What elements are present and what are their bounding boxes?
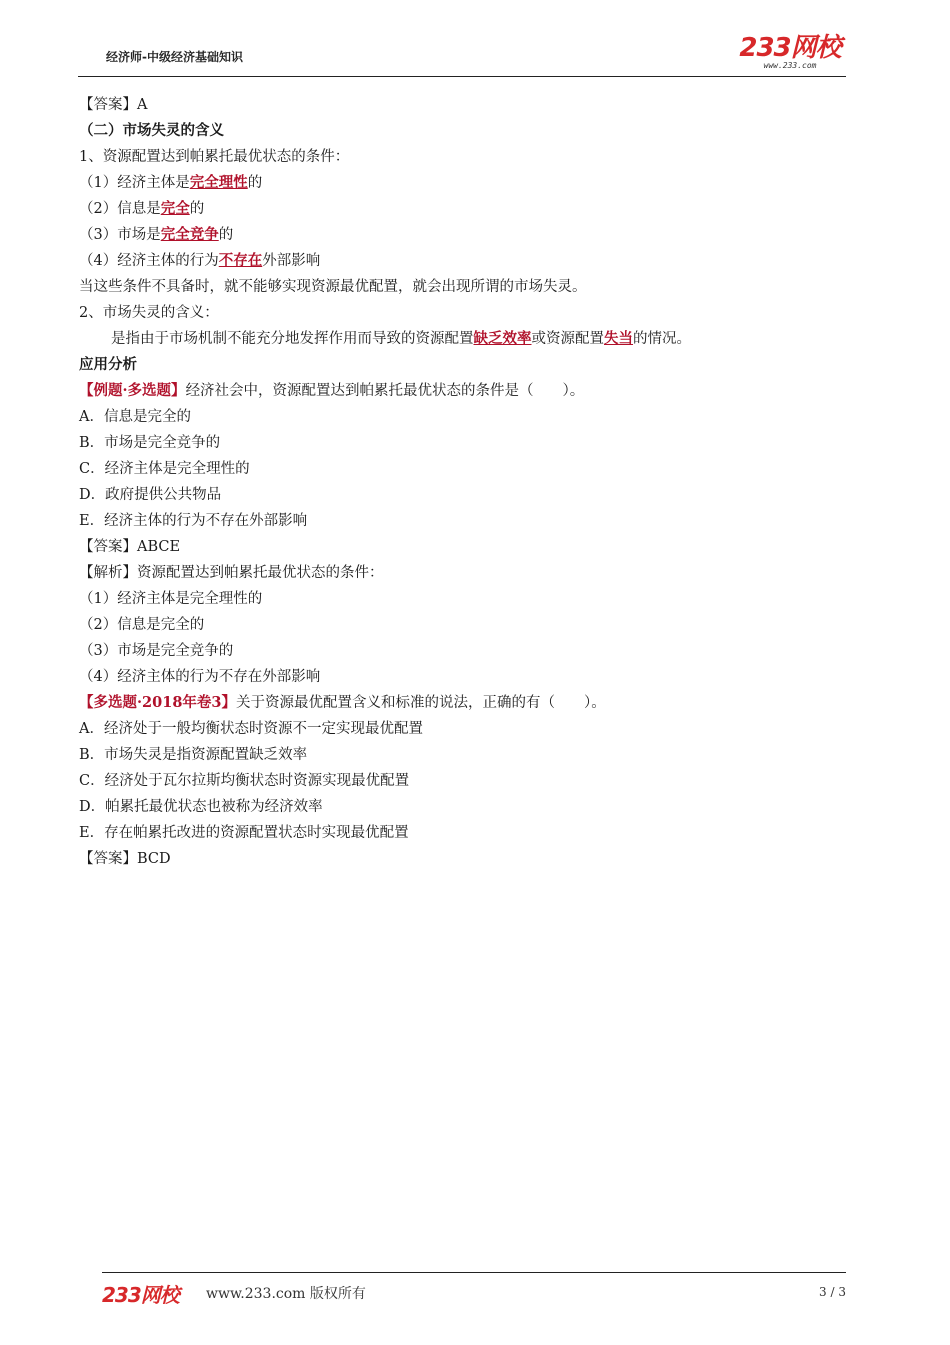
footer-logo: 233网校 [102, 1283, 179, 1307]
site-logo [734, 34, 846, 74]
highlight-term: 完全竞争 [160, 226, 219, 243]
section-heading: （二）市场失灵的含义 [79, 122, 224, 139]
condition-text: 的 [218, 227, 234, 243]
analysis-item-2: （2）信息是完全的 [79, 617, 205, 633]
definition-part: 的情况。 [633, 331, 691, 347]
condition-text: （3）市场是 [79, 227, 161, 243]
condition-2 [79, 196, 849, 222]
condition-4 [79, 248, 849, 274]
condition-text: 的 [189, 201, 205, 217]
logo-url: www.233.com [763, 61, 817, 70]
definition-part: 是指由于市场机制不能充分地发挥作用而导致的资源配置 [111, 331, 474, 347]
page-footer [102, 1272, 846, 1313]
question-2 [79, 690, 849, 716]
conditions-heading: 1、资源配置达到帕累托最优状态的条件： [79, 149, 350, 165]
condition-text: 的 [247, 175, 263, 191]
analysis-item-1: （1）经济主体是完全理性的 [79, 591, 263, 607]
q1-option-b: B．市场是完全竞争的 [79, 435, 221, 451]
condition-1 [79, 170, 849, 196]
answer-1: 【答案】A [79, 97, 148, 113]
condition-3 [79, 222, 849, 248]
document-body [79, 92, 849, 872]
logo-text: 233网校 [739, 33, 841, 63]
highlight-term: 缺乏效率 [473, 330, 532, 347]
q1-option-e: E．经济主体的行为不存在外部影响 [79, 513, 308, 529]
q1-option-c: C．经济主体是完全理性的 [79, 461, 250, 477]
market-failure-note: 当这些条件不具备时，就不能够实现资源最优配置，就会出现所谓的市场失灵。 [79, 279, 587, 295]
q1-analysis: 【解析】资源配置达到帕累托最优状态的条件： [79, 565, 384, 581]
highlight-term: 完全理性 [189, 174, 248, 191]
page-number: 3 / 3 [819, 1285, 846, 1299]
question-text: 经济社会中，资源配置达到帕累托最优状态的条件是（ ）。 [185, 383, 585, 399]
q2-option-b: B．市场失灵是指资源配置缺乏效率 [79, 747, 308, 763]
question-tag: 【多选题·2018年卷3】 [79, 694, 236, 711]
header-title: 经济师-中级经济基础知识 [106, 50, 243, 64]
definition-text [79, 326, 849, 352]
question-text: 关于资源最优配置含义和标准的说法，正确的有（ ）。 [236, 695, 606, 711]
q2-option-c: C．经济处于瓦尔拉斯均衡状态时资源实现最优配置 [79, 773, 410, 789]
definition-heading: 2、市场失灵的含义： [79, 305, 219, 321]
analysis-item-3: （3）市场是完全竞争的 [79, 643, 234, 659]
analysis-item-4: （4）经济主体的行为不存在外部影响 [79, 669, 321, 685]
condition-text: （4）经济主体的行为 [79, 253, 219, 269]
definition-part: 或资源配置 [531, 331, 604, 347]
footer-copyright: www.233.com 版权所有 [206, 1286, 366, 1302]
q1-option-d: D．政府提供公共物品 [79, 487, 222, 503]
page-header [78, 30, 846, 77]
question-1 [79, 378, 849, 404]
highlight-term: 不存在 [218, 252, 263, 269]
question-tag: 【例题·多选题】 [79, 382, 186, 399]
q2-option-a: A．经济处于一般均衡状态时资源不一定实现最优配置 [79, 721, 423, 737]
q2-option-e: E．存在帕累托改进的资源配置状态时实现最优配置 [79, 825, 409, 841]
condition-text: 外部影响 [262, 253, 321, 269]
condition-text: （1）经济主体是 [79, 175, 190, 191]
q1-option-a: A．信息是完全的 [79, 409, 191, 425]
q2-answer: 【答案】BCD [79, 851, 171, 867]
condition-text: （2）信息是 [79, 201, 161, 217]
application-heading: 应用分析 [79, 356, 137, 373]
highlight-term: 完全 [160, 200, 190, 217]
q2-option-d: D．帕累托最优状态也被称为经济效率 [79, 799, 323, 815]
highlight-term: 失当 [604, 330, 633, 347]
q1-answer: 【答案】ABCE [79, 539, 181, 555]
